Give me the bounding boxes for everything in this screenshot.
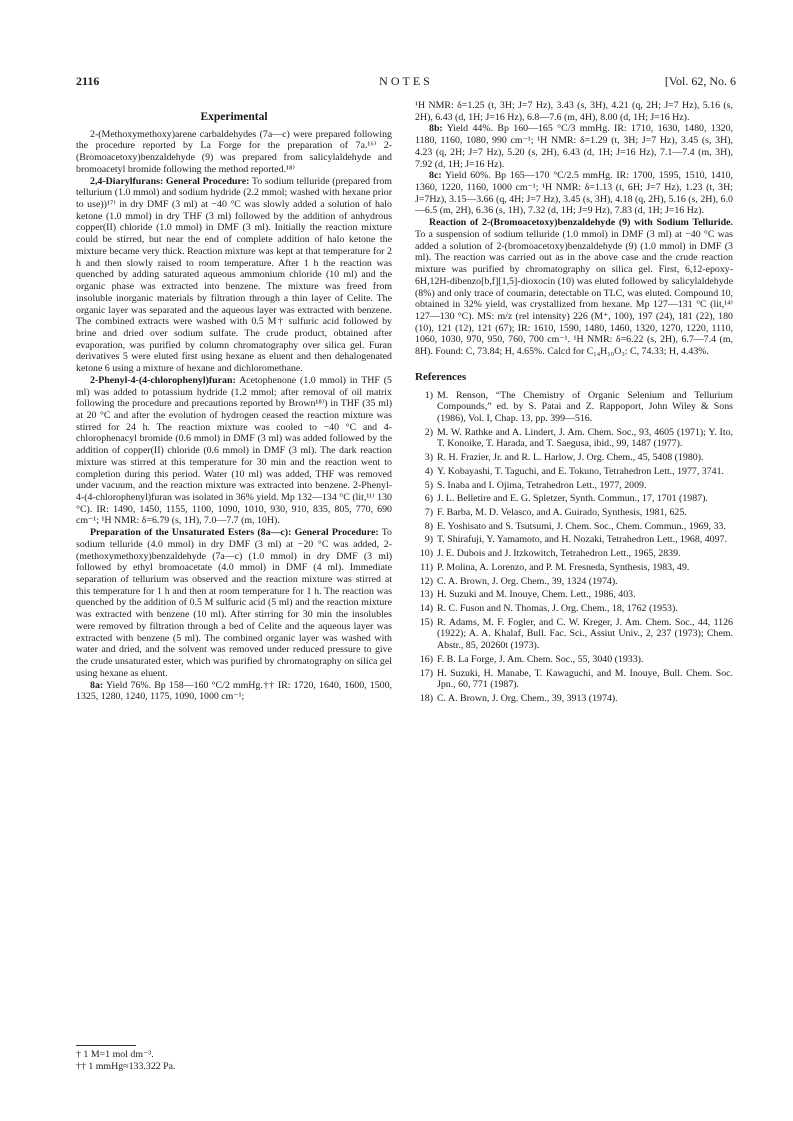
reference-number: 5) bbox=[424, 479, 433, 491]
reference-item bbox=[415, 654, 733, 666]
reference-number: 6) bbox=[424, 493, 433, 505]
footnotes bbox=[76, 1045, 392, 1073]
footnote: † 1 M=1 mol dm⁻³. bbox=[76, 1049, 154, 1060]
reference-text: R. H. Frazier, Jr. and R. L. Harlow, J. Org. Chem., 45, 5408 (1980). bbox=[437, 452, 704, 464]
run-in-heading: 2,4-Diarylfurans: General Procedure: bbox=[90, 175, 250, 187]
reference-item bbox=[415, 452, 733, 464]
references-list bbox=[415, 390, 733, 705]
reference-text: C. A. Brown, J. Org. Chem., 39, 3913 (1974). bbox=[437, 693, 618, 705]
reference-text: S. Inaba and I. Ojima, Tetrahedron Lett., 1977, 2009. bbox=[437, 479, 647, 491]
reference-number: 9) bbox=[424, 534, 433, 546]
reference-number: 12) bbox=[419, 575, 433, 587]
reference-item bbox=[415, 668, 733, 691]
journal-section-title: NOTES bbox=[379, 74, 433, 88]
reference-number: 3) bbox=[424, 452, 433, 464]
page-number: 2116 bbox=[76, 74, 100, 88]
footnote: †† 1 mmHg≈133.322 Pa. bbox=[76, 1061, 176, 1072]
reference-text: C. A. Brown, J. Org. Chem., 39, 1324 (1974). bbox=[437, 575, 618, 587]
reference-number: 7) bbox=[424, 507, 433, 518]
reference-text: F. B. La Forge, J. Am. Chem. Soc., 55, 3040 (1933). bbox=[437, 653, 644, 665]
references-heading: References bbox=[415, 370, 467, 383]
reference-item bbox=[415, 589, 733, 601]
reference-number: 8) bbox=[424, 520, 433, 532]
reference-number: 15) bbox=[419, 616, 433, 628]
reference-text: H. Suzuki and M. Inouye, Chem. Lett., 1986, 403. bbox=[437, 589, 636, 601]
reference-text: H. Suzuki, H. Manabe, T. Kawaguchi, and M. Inouye, Bull. Chem. Soc. Jpn., 60, 771 (1987). bbox=[437, 667, 733, 691]
reference-item bbox=[415, 507, 733, 519]
bromoacetoxy-reaction bbox=[415, 217, 733, 358]
paragraph-body: To sodium telluride (4.0 mmol) in dry DMF (3 ml) at −20 °C was added, 2-(methoxymethoxy)benzaldehyde (7a—c) (1.0 mmol) in dry DMF (3 ml) followed by ethyl bromoacetate (4.0 mmol) in DMF (4 ml). Immediate separation of tellurium was observed and the reaction mixture was stirred at this temperature for 1 h and then at room temperature for 1 h. The reaction was quenched by the addition of 0.5 M sulfuric acid (5 ml) and the reaction mixture was extracted with benzene (10 ml). After stirring for 30 min the insolubles were removed by filtration through a bed of Celite and the aqueous layer was extracted with benzene (5 ml). The combined organic layer was washed with water and dried, and the solvent was removed under reduced pressure to give the crude unsaturated ester, which was purified by chromatography on silica gel using hexane as eluent. bbox=[76, 527, 392, 679]
reference-text: Y. Kobayashi, T. Taguchi, and E. Tokuno, Tetrahedron Lett., 1977, 3741. bbox=[437, 465, 724, 477]
running-head bbox=[76, 74, 736, 90]
paragraph-body: Yield 76%. Bp 158—160 °C/2 mmHg.†† IR: 1720, 1640, 1600, 1500, 1325, 1280, 1240, 1175, 1090, 1000 cm⁻¹; bbox=[76, 679, 392, 703]
reference-text: R. Adams, M. F. Fogler, and C. W. Kreger, J. Am. Chem. Soc., 44, 1126 (1922); A. A. Khalaf, Bull. Fac. Sci., Assiut Univ., 2, 237 (1973); Chem. Abstr., 85, 20260t (1973). bbox=[437, 616, 733, 652]
compound-8c-data bbox=[415, 170, 733, 217]
reference-number: 13) bbox=[419, 589, 433, 601]
footnote-rule bbox=[76, 1045, 136, 1046]
paragraph-body: Acetophenone (1.0 mmol) in THF (5 ml) was added to potassium hydride (1.2 mmol; after removal of oil matrix following the procedure and precautions reported by Brown¹⁸⁾) in THF (35 ml) at 20 °C and after the evolution of hydrogen ceased the reaction mixture was stirred for 24 h. The reaction mixture was cooled to −40 °C and 4-chlorophenacyl bromide (0.6 mmol) in DMF (3 ml) was added followed by the addition of copper(II) chloride (0.6 mmol) in DMF (3 ml). The dark reaction mixture was stirred at this temperature for 30 min and the reaction went to completion during this period. Water (10 ml) was added, THF was removed under vacuum, and the reaction mixture was extracted into benzene. 2-Phenyl-4-(4-chlorophenyl)furan was isolated in 36% yield. Mp 132—134 °C (lit,¹¹⁾ 130 °C). IR: 1490, 1450, 1155, 1100, 1090, 1010, 930, 910, 835, 805, 770, 690 cm⁻¹; ¹H NMR: δ=6.79 (s, 1H), 7.0—7.7 (m, 10H). bbox=[76, 374, 392, 527]
paragraph-body: Yield 44%. Bp 160—165 °C/3 mmHg. IR: 1710, 1630, 1480, 1320, 1180, 1160, 1080, 990 cm⁻¹; ¹H NMR: δ=1.29 (t, 3H; J=7 Hz), 3.45 (s, 3H), 4.23 (q, 2H; J=7 Hz), 5.20 (s, 2H), 6.43 (d, 1H; J=16 Hz), 7.1—7.4 (m, 3H), 7.92 (d, 1H; J=16 Hz). bbox=[415, 123, 733, 170]
right-column bbox=[415, 100, 733, 707]
paragraph-body: To sodium telluride (prepared from tellurium (1.0 mmol) and sodium hydride (2.2 mmol; washed with hexane prior to use))¹⁷⁾ in dry DMF (3 ml) at −40 °C was slowly added a solution of halo ketone (1.0 mmol) in dry THF (3 ml) followed by the addition of anhydrous copper(II) chloride (1.0 mmol) in DMF (3 ml). Initially the reaction mixture could be stirred, but near the end of complete addition of halo ketone the mixture became very thick. Reaction mixture was kept at that temperature for 2 h and then slowly raised to room temperature. After 1 h the reaction was quenched by adding saturated aqueous ammonium chloride (10 ml) and the organic phase was extracted into benzene. The mixture was freed from insoluble inorganic materials by filtration through a thin layer of Celite. The organic layer was separated and the aqueous layer was extracted with benzene. The combined extracts were washed with 0.5 M† sulfuric acid followed by brine and dried over sodium sulfate. The crude product, obtained after evaporation, was purified by column chromatography over silica gel. Furan derivatives 5 were eluted first using hexane as eluent and then dehalogenated ketone 6 using a mixture of hexane and dichloromethane. bbox=[76, 175, 392, 375]
unsaturated-esters-procedure bbox=[76, 527, 392, 679]
reference-item bbox=[415, 603, 733, 615]
reference-number: 1) bbox=[424, 389, 433, 401]
run-in-heading: Reaction of 2-(Bromoacetoxy)benzaldehyde (9) with Sodium Telluride. bbox=[429, 217, 733, 229]
reference-text: E. Yoshisato and S. Tsutsumi, J. Chem. Soc., Chem. Commun., 1969, 33. bbox=[437, 520, 726, 532]
reference-text: M. W. Rathke and A. Lindert, J. Am. Chem. Soc., 93, 4605 (1971); Y. Ito, T. Konoike, T. Harada, and T. Saegusa, ibid., 99, 1487 (1977). bbox=[437, 426, 733, 450]
reference-text: P. Molina, A. Lorenzo, and P. M. Fresneda, Synthesis, 1983, 49. bbox=[437, 561, 690, 573]
diarylfurans-procedure bbox=[76, 176, 392, 375]
run-in-heading: 8c: bbox=[429, 170, 442, 182]
compound-8a-data bbox=[76, 680, 392, 703]
run-in-heading: 8b: bbox=[429, 123, 443, 135]
volume-issue: [Vol. 62, No. 6 bbox=[664, 74, 736, 88]
run-in-heading: Preparation of the Unsaturated Esters (8a—c): General Procedure: bbox=[90, 527, 379, 539]
reference-text: J. L. Belletire and E. G. Spletzer, Synth. Commun., 17, 1701 (1987). bbox=[437, 493, 708, 505]
reference-number: 4) bbox=[424, 465, 433, 477]
intro-paragraph: 2-(Methoxymethoxy)arene carbaldehydes (7a—c) were prepared following the procedure reported by La Forge for the preparation of 7a.¹⁶⁾ 2-(Bromoacetoxy)benzaldehyde (9) was prepared from salicylaldehyde and bromoacetyl bromide following the method reported.¹⁸⁾ bbox=[76, 128, 392, 175]
reference-item bbox=[415, 534, 733, 546]
run-in-heading: 8a: bbox=[90, 679, 104, 691]
compound-8b-data bbox=[415, 123, 733, 170]
reference-item bbox=[415, 576, 733, 588]
reference-item bbox=[415, 562, 733, 574]
reference-text: T. Shirafuji, Y. Yamamoto, and H. Nozaki, Tetrahedron Lett., 1968, 4097. bbox=[437, 534, 727, 546]
reference-number: 10) bbox=[419, 548, 433, 560]
reference-number: 11) bbox=[420, 561, 433, 573]
reference-number: 18) bbox=[419, 693, 433, 705]
reference-item bbox=[415, 427, 733, 450]
reference-text: M. Renson, “The Chemistry of Organic Selenium and Tellurium Compounds,” ed. by S. Patai and Z. Rappoport, John Wiley & Sons (1986), Vol. I, Chap. 13, pp. 399—516. bbox=[437, 389, 733, 424]
compound-8a-nmr: ¹H NMR: δ=1.25 (t, 3H; J=7 Hz), 3.43 (s, 3H), 4.21 (q, 2H; J=7 Hz), 5.16 (s, 2H), 6.43 (d, 1H; J=16 Hz), 6.8—7.6 (m, 4H), 8.00 (d, 1H; J=16 Hz). bbox=[415, 100, 733, 123]
reference-number: 17) bbox=[419, 667, 433, 679]
reference-item bbox=[415, 466, 733, 478]
reference-item bbox=[415, 480, 733, 492]
run-in-heading: 2-Phenyl-4-(4-chlorophenyl)furan: bbox=[90, 374, 236, 386]
reference-item bbox=[415, 390, 733, 425]
paragraph-body: To a suspension of sodium telluride (1.0 mmol) in DMF (3 ml) at −40 °C was added a solution of 2-(bromoacetoxy)benzaldehyde (9) (1.0 mmol) in DMF (3 ml). The reaction was carried out as in the above case and the crude reaction mixture was purified by chromatography on silica gel. First, 6,12-epoxy-6H,12H-dibenzo[b,f][1,5]-dioxocin (10) was eluted followed by salicylaldehyde (8%) and only trace of coumarin, detectable on TLC, was eluted. Compound 10, obtained in 32% yield, was crystallized from hexane. Mp 127—131 °C (lit,¹⁴⁾ 127—130 °C). MS: m/z (rel intensity) 226 (M⁺, 100), 197 (24), 181 (22), 180 (10), 121 (12), 121 (67); IR: 1610, 1590, 1480, 1460, 1320, 1270, 1220, 1110, 1060, 1030, 970, 950, 760, 700 cm⁻¹. ¹H NMR: δ=6.22 (s, 2H), 6.7—7.4 (m, 8H). Found: C, 73.84; H, 4.65%. Calcd for C₁₄H₁₀O₃: C, 74.33; H, 4.43%. bbox=[415, 228, 733, 358]
reference-text: F. Barba, M. D. Velasco, and A. Guirado, Synthesis, 1981, 625. bbox=[437, 507, 687, 518]
reference-item bbox=[415, 548, 733, 560]
reference-number: 16) bbox=[419, 653, 433, 665]
reference-item bbox=[415, 693, 733, 705]
paragraph-body: Yield 60%. Bp 165—170 °C/2.5 mmHg. IR: 1700, 1595, 1510, 1410, 1360, 1220, 1160, 1000 cm⁻¹; ¹H NMR: δ=1.13 (t, 6H; J=7 Hz), 1.23 (t, 3H; J=7Hz), 3.15—3.66 (q, 4H; J=7 Hz), 3.45 (s, 3H), 4.18 (q, 2H), 5.16 (s, 2H), 6.0—6.5 (m, 2H), 6.36 (s, 1H), 7.32 (d, 1H; J=9 Hz), 7.83 (d, 1H; J=16 Hz). bbox=[415, 170, 733, 217]
reference-number: 2) bbox=[424, 426, 433, 438]
reference-item bbox=[415, 493, 733, 505]
experimental-heading: Experimental bbox=[200, 111, 268, 123]
reference-text: J. E. Dubois and J. Itzkowitch, Tetrahedron Lett., 1965, 2839. bbox=[437, 548, 681, 560]
left-column bbox=[76, 100, 392, 703]
reference-item bbox=[415, 521, 733, 533]
reference-number: 14) bbox=[419, 603, 433, 615]
reference-item bbox=[415, 617, 733, 652]
phenyl-chlorophenyl-furan-procedure bbox=[76, 375, 392, 527]
reference-text: R. C. Fuson and N. Thomas, J. Org. Chem., 18, 1762 (1953). bbox=[437, 603, 678, 615]
